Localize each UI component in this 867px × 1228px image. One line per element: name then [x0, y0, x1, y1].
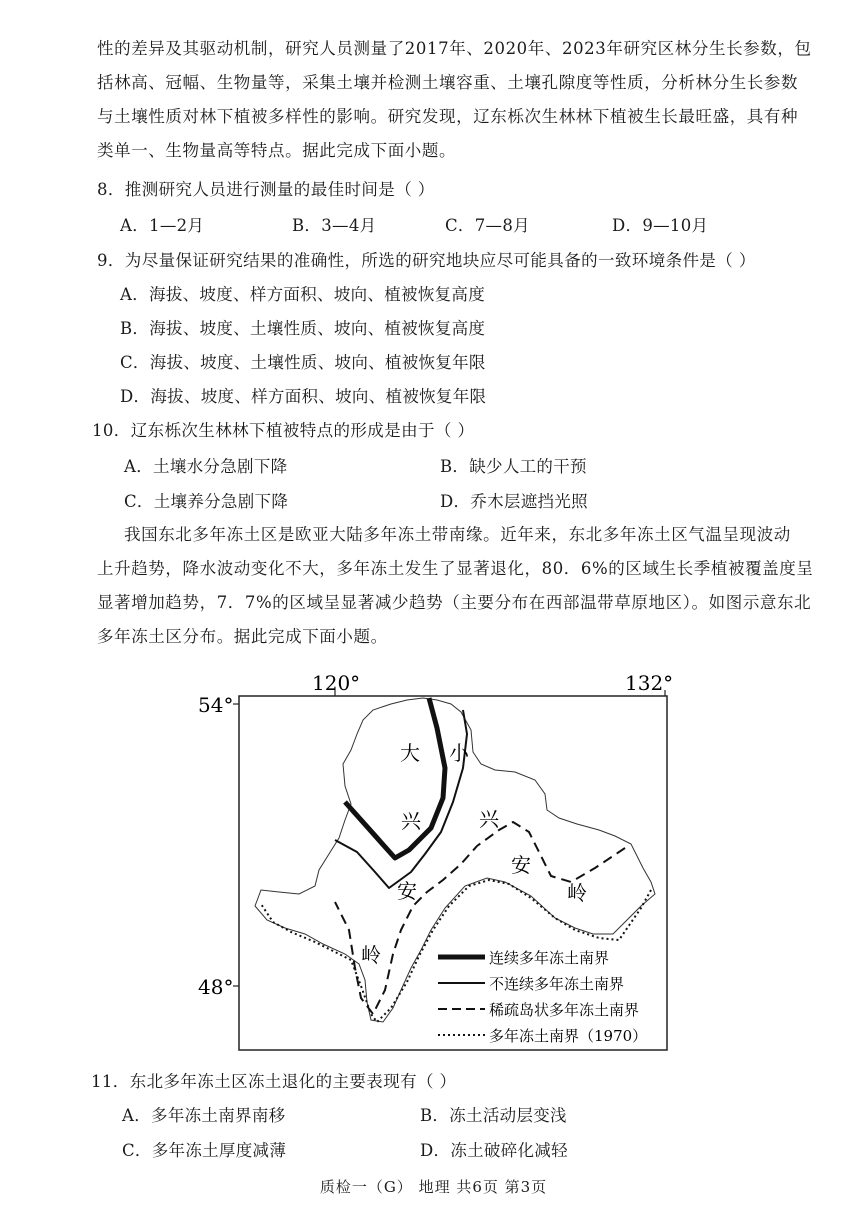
place-label-da: 大: [400, 741, 420, 765]
paragraph-2-line: 我国东北多年冻土区是欧亚大陆多年冻土带南缘。近年来，东北多年冻土区气温呈现波动: [124, 525, 791, 544]
paragraph-2-line: 显著增加趋势，7．7%的区域呈显著减少趋势（主要分布在西部温带草原地区）。如图示意东北: [97, 593, 812, 612]
paragraph-2-line: 多年冻土区分布。据此完成下面小题。: [97, 627, 388, 646]
question-8-stem: 8．推测研究人员进行测量的最佳时间是（ ）: [97, 180, 435, 199]
question-8-option-b[interactable]: B．3—4月: [292, 216, 377, 235]
question-11-option-b[interactable]: B．冻土活动层变浅: [420, 1106, 567, 1125]
discontinuous-permafrost-boundary: [335, 710, 467, 888]
question-10-option-a[interactable]: A．土壤水分急剧下降: [124, 457, 288, 476]
place-label-an-1: 安: [397, 879, 417, 903]
map-legend: [438, 949, 647, 1045]
lat-label-54: 54°: [198, 693, 234, 717]
page-footer: 质检一（G） 地理 共6页 第3页: [319, 1178, 548, 1196]
paragraph-1-line: 与土壤性质对林下植被多样性的影响。研究发现，辽东栎次生林林下植被生长最旺盛，具有种: [97, 107, 799, 126]
question-11-option-d[interactable]: D．冻土破碎化减轻: [420, 1141, 568, 1160]
place-label-xing-1: 兴: [401, 809, 421, 833]
question-11-option-a[interactable]: A．多年冻土南界南移: [122, 1106, 286, 1125]
legend-label-sparse-island: 稀疏岛状多年冻土南界: [489, 1001, 640, 1019]
question-11-option-c[interactable]: C．多年冻土厚度减薄: [122, 1141, 287, 1160]
permafrost-map: [195, 668, 675, 1058]
legend-label-discontinuous: 不连续多年冻土南界: [489, 975, 625, 993]
continuous-permafrost-boundary: [345, 698, 445, 858]
question-11-stem: 11．东北多年冻土区冻土退化的主要表现有（ ）: [91, 1072, 457, 1091]
place-label-an-2: 安: [511, 853, 531, 877]
question-8-option-d[interactable]: D．9—10月: [612, 216, 709, 235]
question-9-option-d[interactable]: D．海拔、坡度、样方面积、坡向、植被恢复年限: [120, 387, 487, 406]
place-label-xiao: 小: [449, 741, 469, 765]
question-9-option-b[interactable]: B．海拔、坡度、土壤性质、坡向、植被恢复高度: [120, 319, 486, 338]
question-10-option-c[interactable]: C．土壤养分急剧下降: [124, 492, 289, 511]
paragraph-1-line: 性的差异及其驱动机制，研究人员测量了2017年、2020年、2023年研究区林分生长参数，包: [97, 39, 812, 58]
place-label-ling-1: 岭: [361, 943, 381, 967]
lat-label-48: 48°: [198, 975, 234, 999]
question-8-option-c[interactable]: C．7—8月: [445, 216, 530, 235]
question-9-option-a[interactable]: A．海拔、坡度、样方面积、坡向、植被恢复高度: [120, 285, 486, 304]
question-9-stem: 9．为尽量保证研究结果的准确性，所选的研究地块应尽可能具备的一致环境条件是（ ）: [97, 251, 756, 270]
paragraph-1-line: 类单一、生物量高等特点。据此完成下面小题。: [97, 141, 457, 160]
question-10-option-b[interactable]: B．缺少人工的干预: [440, 457, 587, 476]
legend-label-1970: 多年冻土南界（1970）: [489, 1027, 648, 1045]
lon-label-132: 132°: [625, 671, 674, 695]
question-10-option-d[interactable]: D．乔木层遮挡光照: [440, 492, 588, 511]
permafrost-map-svg: [195, 668, 675, 1058]
paragraph-2-line: 上升趋势，降水波动变化不大，多年冻土发生了显著退化，80．6%的区域生长季植被覆盖度呈: [97, 559, 814, 578]
legend-label-continuous: 连续多年冻土南界: [489, 949, 610, 967]
paragraph-1-line: 括林高、冠幅、生物量等，采集土壤并检测土壤容重、土壤孔隙度等性质，分析林分生长参数: [97, 73, 799, 92]
lon-label-120: 120°: [312, 671, 361, 695]
question-9-option-c[interactable]: C．海拔、坡度、土壤性质、坡向、植被恢复年限: [120, 353, 486, 372]
question-8-option-a[interactable]: A．1—2月: [120, 216, 205, 235]
place-label-ling-2: 岭: [567, 881, 587, 905]
question-10-stem: 10．辽东栎次生林林下植被特点的形成是由于（ ）: [92, 421, 475, 440]
place-label-xing-2: 兴: [479, 807, 499, 831]
